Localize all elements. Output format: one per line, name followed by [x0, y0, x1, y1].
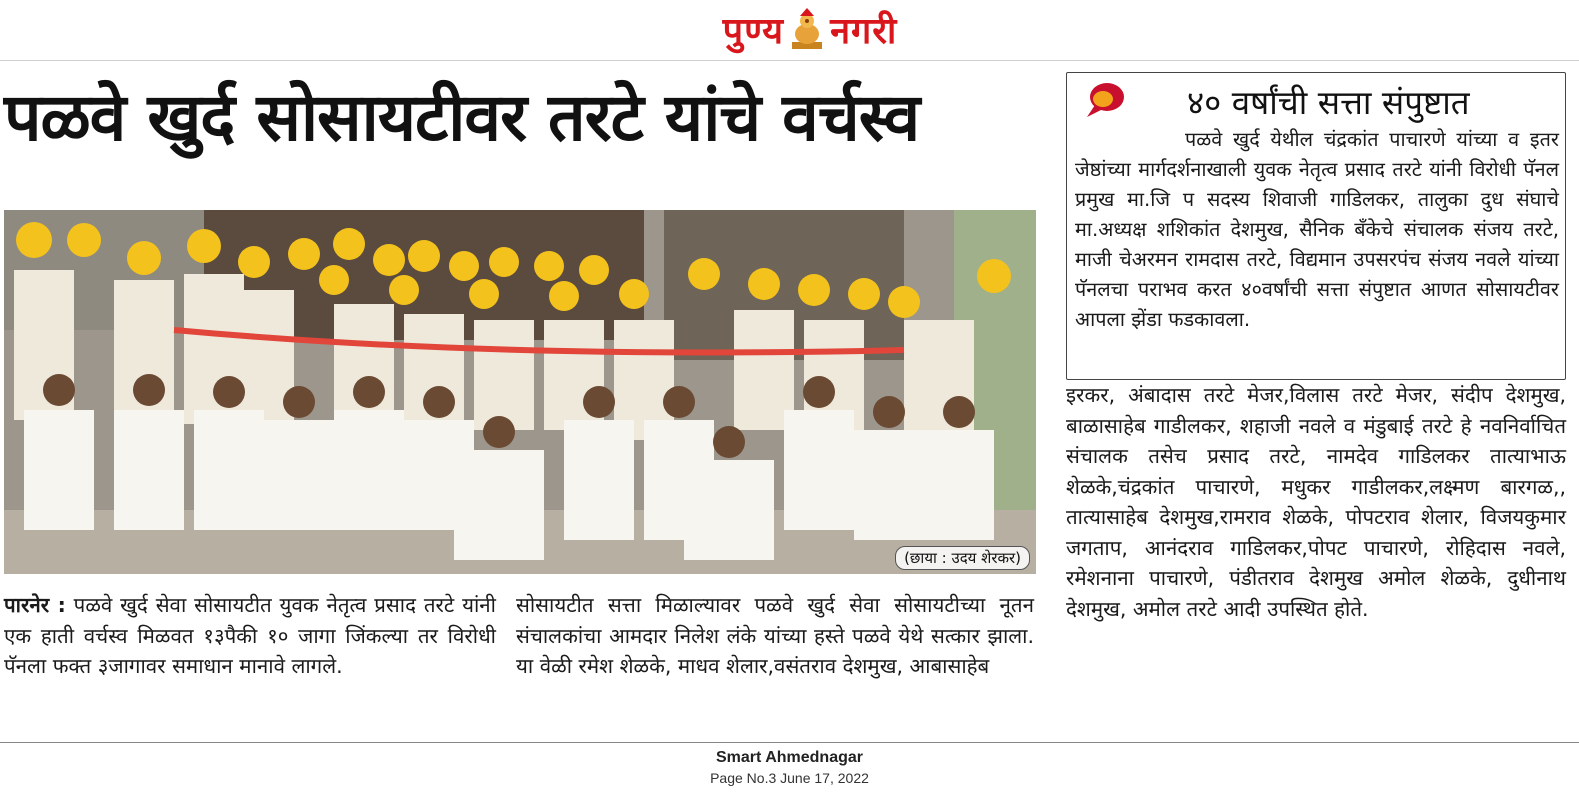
- masthead-left-word: पुण्य: [722, 10, 785, 52]
- photo-caption: (छाया : उदय शेरकर): [895, 546, 1030, 570]
- footer-rule: [0, 742, 1579, 743]
- newspaper-masthead: [680, 4, 940, 54]
- deity-logo-icon: [790, 8, 824, 50]
- article-column-2: सोसायटीत सत्ता मिळाल्यावर पळवे खुर्द सेवा सोसायटीच्या नूतन संचालकांचा आमदार निलेश लंके यांच्या हस्ते पळवे येथे सत्कार झाला. या वेळी रमेश शेळके, माधव शेलार,वसंतराव देशमुख, आबासाहेब: [516, 593, 1034, 678]
- box-text: पळवे खुर्द येथील चंद्रकांत पाचारणे यांच्या व इतर जेष्ठांच्या मार्गदर्शनाखाली युवक नेतृत्व प्रसाद तरटे यांनी विरोधी पॅनल प्रमुख मा.जि प सदस्य शिवाजी गाडिलकर, तालुका दुध संघाचे मा.अध्यक्ष शशिकांत देशमुख, सैनिक बँकेचे संचालक संजय तरटे, माजी चेअरमन रामदास तरटे, विद्यमान उपसरपंच संजय नवले यांच्या पॅनलचा पराभव करत ४०वर्षांची सत्ता संपुष्टात आणत सोसायटीवर आपला झेंडा फडकावला.: [1075, 128, 1559, 331]
- masthead-right-word: नगरी: [830, 10, 898, 52]
- footer-brand: Smart Ahmednagar: [716, 749, 863, 766]
- box-title: ४० वर्षांची सत्ता संपुष्टात: [1187, 83, 1470, 122]
- article-headline: पळवे खुर्द सोसायटीवर तरटे यांचे वर्चस्व: [4, 79, 920, 156]
- article-column-1-text: पळवे खुर्द सेवा सोसायटीत युवक नेतृत्व प्रसाद तरटे यांनी एक हाती वर्चस्व मिळवत १३पैकी १० जागा जिंकल्या तर विरोधी पॅनला फक्त ३जागावर समाधान मानावे लागले.: [4, 593, 496, 678]
- group-photo: [4, 210, 1036, 574]
- article-column-1: [4, 590, 496, 682]
- footer-page-info: Page No.3 June 17, 2022: [710, 770, 869, 786]
- speech-bubble-icon: [1083, 81, 1125, 119]
- dateline: पारनेर :: [4, 593, 66, 617]
- masthead-rule: [0, 60, 1579, 61]
- highlight-box: [1066, 72, 1566, 380]
- article-column-3: इरकर, अंबादास तरटे मेजर,विलास तरटे मेजर, संदीप देशमुख, बाळासाहेब गाडीलकर, शहाजी नवले व मंडुबाई तरटे हे नवनिर्वाचित संचालक तसेच प्रसाद तरटे, नामदेव गाडिलकर तात्याभाऊ शेळके,चंद्रकांत पाचारणे, मधुकर गाडीलकर,लक्ष्मण बारगळ,, तात्यासाहेब देशमुख,रामराव शेळके, पोपटराव शेलार, विजयकुमार जगताप, आनंदराव गाडिलकर,पोपट पाचारणे, रोहिदास नवले, रमेशनाना पाचारणे, पंडीतराव देशमुख अमोल शेळके, दुधीनाथ देशमुख, अमोल तरटे आदी उपस्थित होते.: [1066, 383, 1566, 621]
